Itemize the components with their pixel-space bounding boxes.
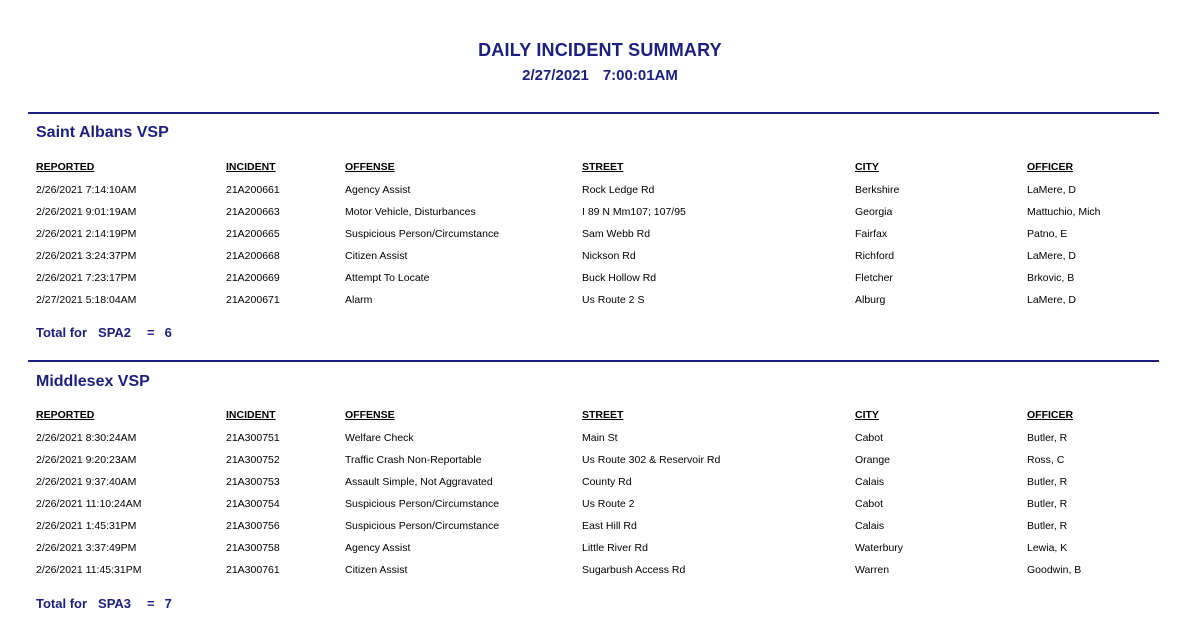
cell-city: Richford [855,250,895,262]
cell-city: Fairfax [855,228,888,240]
total-equals: = [147,325,155,340]
cell-street: Nickson Rd [582,250,636,262]
cell-offense: Suspicious Person/Circumstance [345,520,500,532]
cell-street: Us Route 2 S [582,294,645,306]
cell-officer: LaMere, D [1027,294,1077,306]
cell-offense: Suspicious Person/Circumstance [345,228,500,240]
cell-street: I 89 N Mm107; 107/95 [582,206,686,218]
cell-reported: 2/26/2021 9:37:40AM [36,476,137,488]
section-divider [28,360,1159,362]
cell-offense: Assault Simple, Not Aggravated [345,476,493,488]
cell-reported: 2/26/2021 8:30:24AM [36,432,137,444]
cell-incident: 21A200665 [226,228,280,240]
column-header-officer: OFFICER [1027,161,1074,173]
cell-officer: Goodwin, B [1027,564,1082,576]
cell-officer: Mattuchio, Mich [1027,206,1101,218]
cell-offense: Traffic Crash Non-Reportable [345,454,482,466]
cell-incident: 21A200668 [226,250,280,262]
cell-city: Cabot [855,432,884,444]
column-header-city: CITY [855,409,879,421]
cell-incident: 21A200671 [226,294,280,306]
cell-incident: 21A300754 [226,498,280,510]
total-code: SPA3 [98,596,132,611]
column-header-street: STREET [582,409,624,421]
cell-offense: Alarm [345,294,373,306]
cell-incident: 21A300751 [226,432,280,444]
cell-reported: 2/26/2021 9:20:23AM [36,454,137,466]
cell-incident: 21A300756 [226,520,280,532]
cell-incident: 21A300753 [226,476,280,488]
cell-street: Sam Webb Rd [582,228,651,240]
total-count: 7 [164,596,172,611]
cell-officer: Patno, E [1027,228,1068,240]
column-header-city: CITY [855,161,879,173]
cell-officer: Ross, C [1027,454,1065,466]
column-header-offense: OFFENSE [345,161,395,173]
cell-incident: 21A300761 [226,564,280,576]
cell-city: Alburg [855,294,886,306]
cell-city: Georgia [855,206,893,218]
total-count: 6 [164,325,172,340]
total-label: Total for [36,596,88,611]
cell-reported: 2/26/2021 2:14:19PM [36,228,137,240]
cell-reported: 2/26/2021 11:10:24AM [36,498,142,510]
cell-city: Calais [855,476,885,488]
total-code: SPA2 [98,325,132,340]
cell-incident: 21A200661 [226,184,280,196]
cell-street: Main St [582,432,618,444]
column-header-reported: REPORTED [36,409,95,421]
cell-reported: 2/26/2021 3:37:49PM [36,542,137,554]
cell-officer: Butler, R [1027,520,1068,532]
cell-reported: 2/26/2021 11:45:31PM [36,564,142,576]
cell-offense: Attempt To Locate [345,272,430,284]
column-header-officer: OFFICER [1027,409,1074,421]
cell-street: East Hill Rd [582,520,637,532]
cell-incident: 21A300758 [226,542,280,554]
cell-incident: 21A200663 [226,206,280,218]
cell-officer: Butler, R [1027,476,1068,488]
cell-offense: Citizen Assist [345,250,408,262]
cell-city: Calais [855,520,885,532]
cell-officer: Lewia, K [1027,542,1068,554]
report-title: DAILY INCIDENT SUMMARY [478,40,722,60]
cell-city: Warren [855,564,890,576]
cell-officer: Butler, R [1027,432,1068,444]
section-title: Saint Albans VSP [36,124,169,141]
cell-street: Us Route 2 [582,498,635,510]
cell-offense: Suspicious Person/Circumstance [345,498,500,510]
cell-reported: 2/27/2021 5:18:04AM [36,294,137,306]
column-header-incident: INCIDENT [226,409,276,421]
column-header-offense: OFFENSE [345,409,395,421]
cell-reported: 2/26/2021 7:23:17PM [36,272,137,284]
cell-incident: 21A200669 [226,272,280,284]
cell-officer: LaMere, D [1027,184,1077,196]
cell-reported: 2/26/2021 7:14:10AM [36,184,137,196]
report-time: 7:00:01AM [602,67,678,84]
section-total [36,325,172,340]
cell-street: Buck Hollow Rd [582,272,657,284]
column-header-reported: REPORTED [36,161,95,173]
cell-street: Little River Rd [582,542,648,554]
cell-city: Berkshire [855,184,900,196]
cell-officer: LaMere, D [1027,250,1077,262]
cell-offense: Agency Assist [345,184,411,196]
cell-offense: Welfare Check [345,432,414,444]
cell-reported: 2/26/2021 9:01:19AM [36,206,137,218]
cell-offense: Motor Vehicle, Disturbances [345,206,476,218]
total-equals: = [147,596,155,611]
cell-officer: Butler, R [1027,498,1068,510]
cell-city: Fletcher [855,272,893,284]
cell-street: Rock Ledge Rd [582,184,655,196]
cell-city: Orange [855,454,891,466]
section-total [36,596,172,611]
section-title: Middlesex VSP [36,373,150,390]
total-label: Total for [36,325,88,340]
section-divider [28,112,1159,114]
cell-incident: 21A300752 [226,454,280,466]
cell-offense: Citizen Assist [345,564,408,576]
cell-street: County Rd [582,476,632,488]
cell-street: Us Route 302 & Reservoir Rd [582,454,721,466]
cell-offense: Agency Assist [345,542,411,554]
cell-city: Waterbury [855,542,904,554]
column-header-incident: INCIDENT [226,161,276,173]
cell-street: Sugarbush Access Rd [582,564,686,576]
report-datetime [0,67,1200,84]
cell-reported: 2/26/2021 1:45:31PM [36,520,137,532]
report-date: 2/27/2021 [522,67,589,84]
column-header-street: STREET [582,161,624,173]
cell-officer: Brkovic, B [1027,272,1075,284]
cell-reported: 2/26/2021 3:24:37PM [36,250,137,262]
cell-city: Cabot [855,498,884,510]
